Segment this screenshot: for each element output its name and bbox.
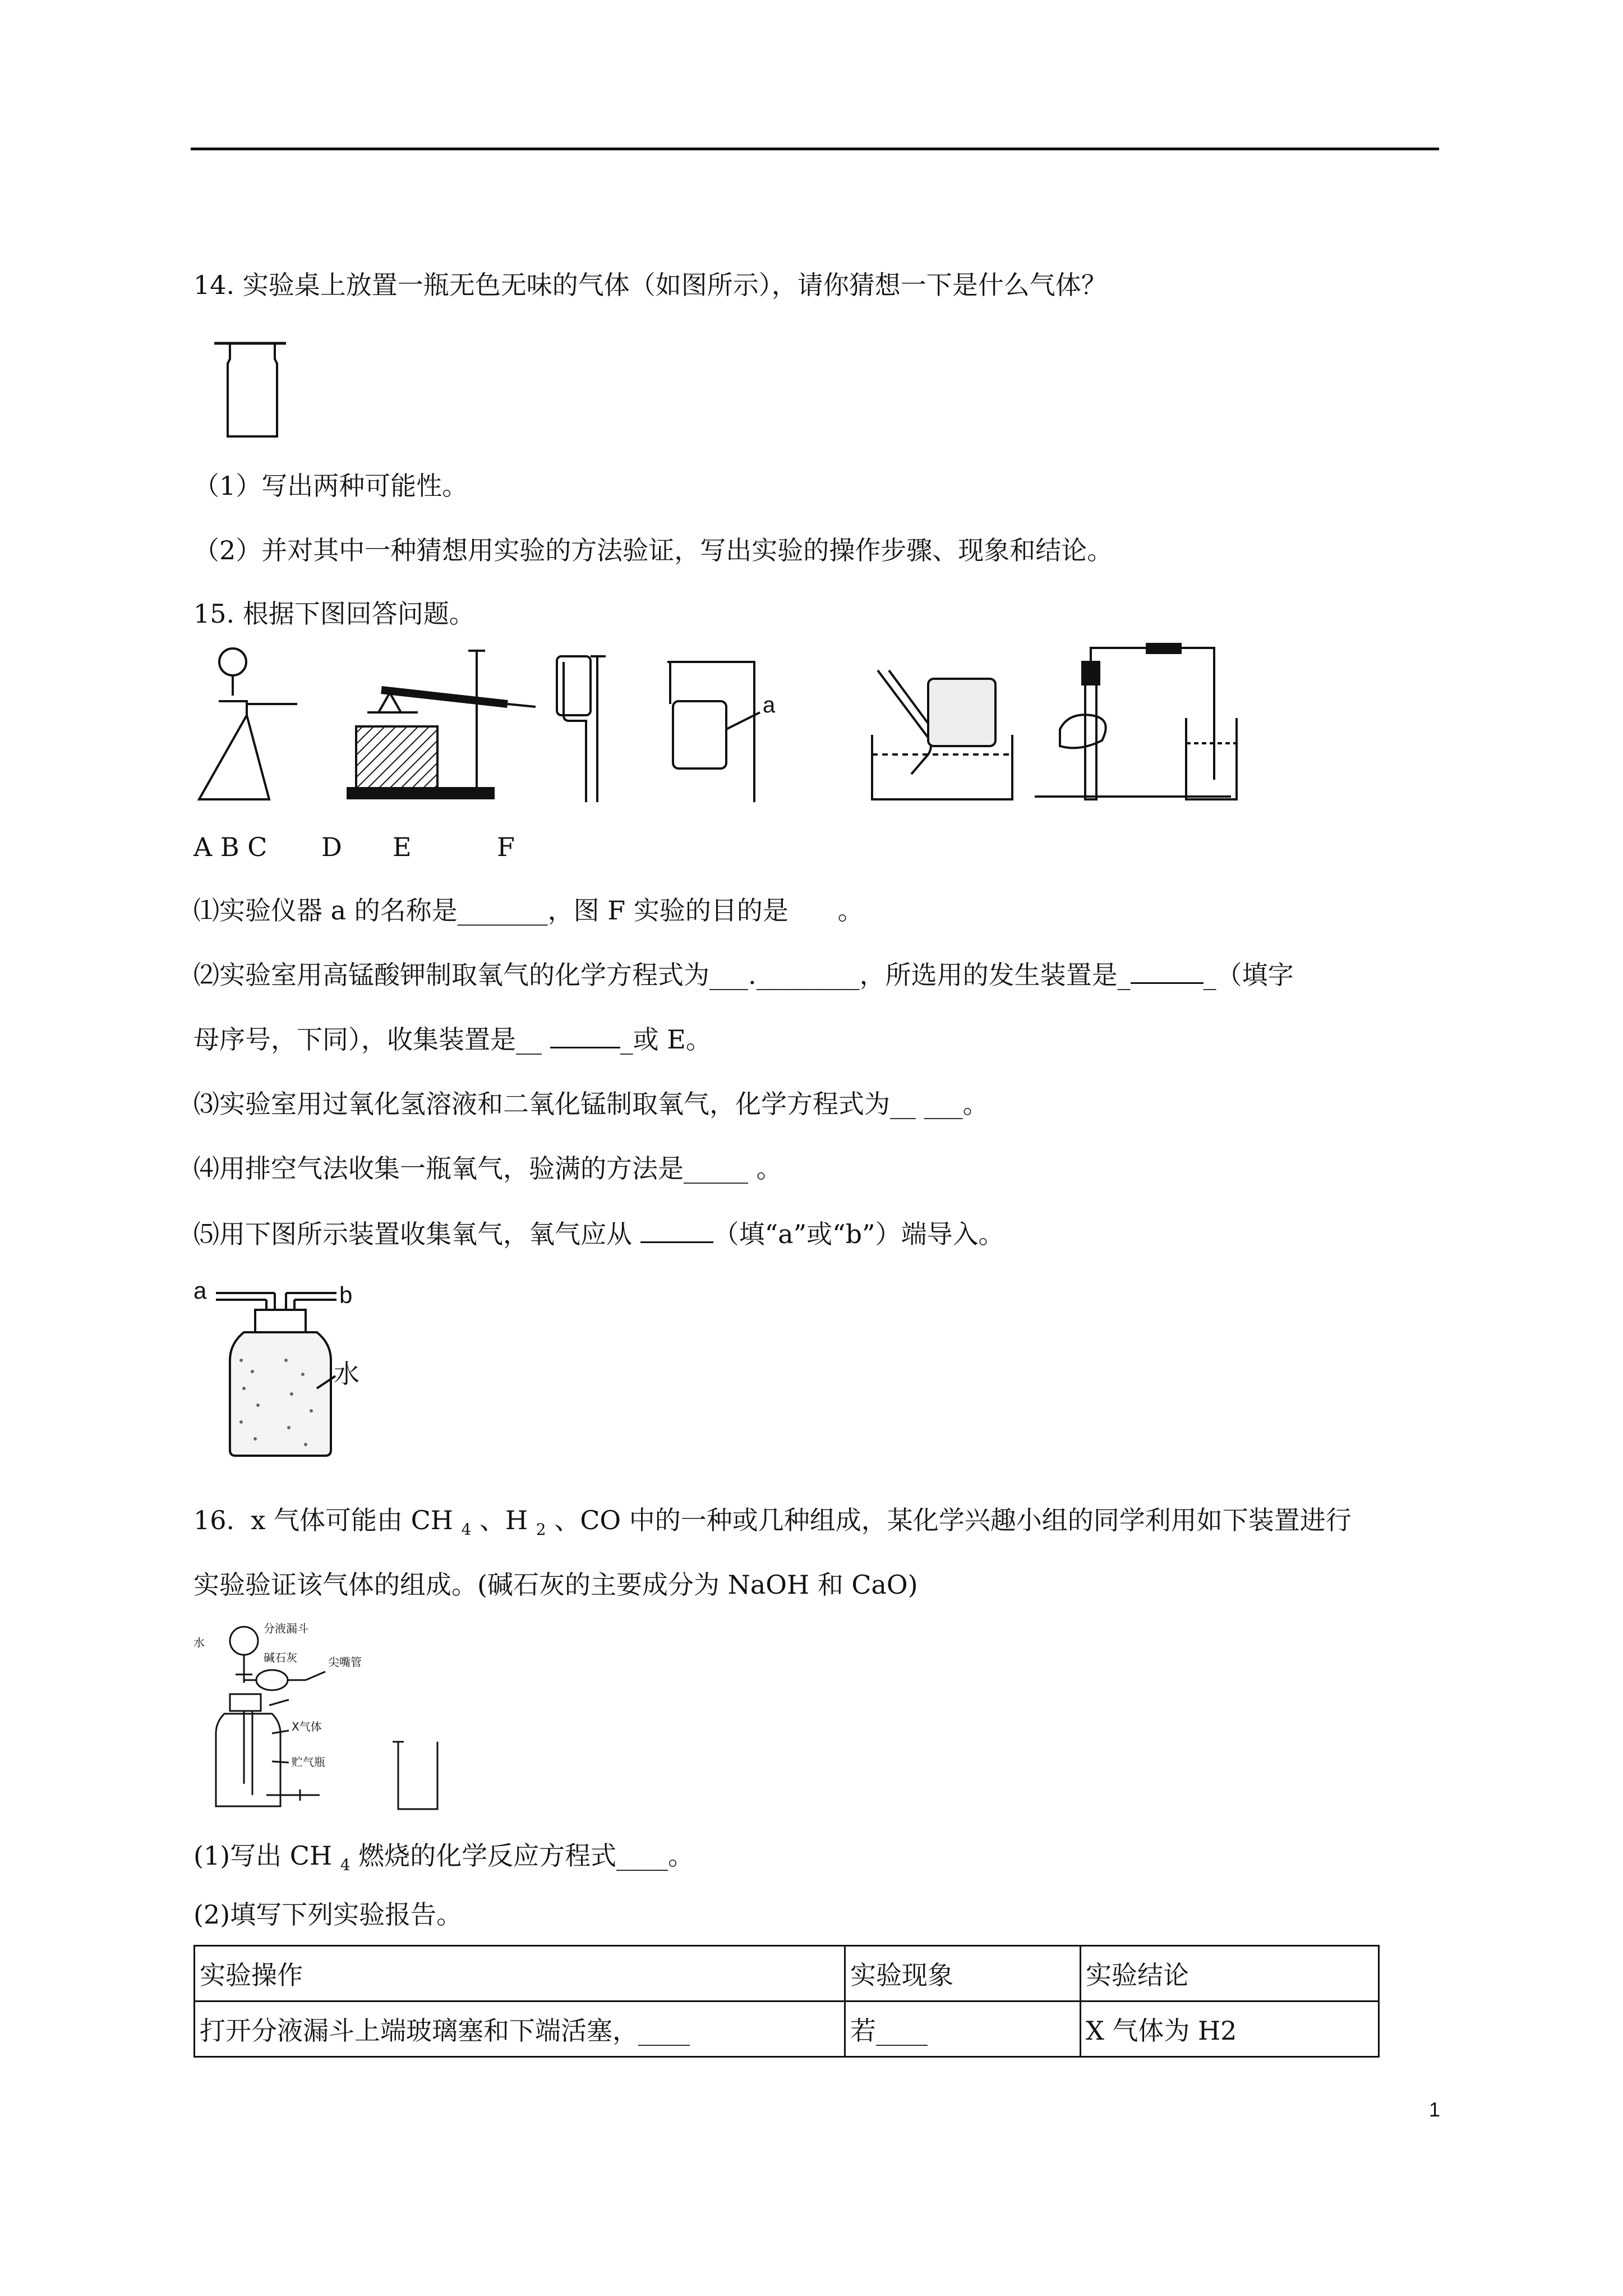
empty-gas-bottle-figure xyxy=(213,337,297,443)
q15-item3: ⑶实验室用过氧化氢溶液和二氧化锰制取氧气，化学方程式为__ ___。 xyxy=(193,1089,989,1119)
table-header-cell: 实验操作 xyxy=(195,1946,845,2001)
bottle-label-b: b xyxy=(339,1282,353,1308)
label-a: a xyxy=(763,693,776,717)
svg-text:贮气瓶: 贮气瓶 xyxy=(292,1755,325,1769)
q15-item5: ⑸用下图所示装置收集氧气，氧气应从 （填“a”或“b”）端导入。 xyxy=(193,1219,1004,1249)
q16-line2: 实验验证该气体的组成。(碱石灰的主要成分为 NaOH 和 CaO) xyxy=(193,1570,918,1600)
jar-c xyxy=(557,656,606,802)
q15-item2-line1: ⑵实验室用高锰酸钾制取氧气的化学方程式为___.________，所选用的发生装置是_ _（填字 xyxy=(193,960,1294,990)
table-cell: 打开分液漏斗上端玻璃塞和下端活塞，____ xyxy=(195,2001,845,2057)
q14-title: 14. 实验桌上放置一瓶无色无味的气体（如图所示），请你猜想一下是什么气体？ xyxy=(193,270,1107,300)
svg-text:水: 水 xyxy=(193,1636,205,1649)
q14-part1: （1）写出两种可能性。 xyxy=(193,471,468,501)
svg-text:分液漏斗: 分液漏斗 xyxy=(264,1622,308,1635)
q15-item2-line2: 母序号，下同），收集装置是__ _或 E。 xyxy=(193,1024,712,1055)
q15-title: 15. 根据下图回答问题。 xyxy=(193,599,475,629)
airtightness-check-f xyxy=(1035,644,1237,799)
label-d: D xyxy=(321,832,342,862)
water-trough-e xyxy=(872,670,1012,799)
q15-apparatus-figure xyxy=(193,639,1259,808)
q15-item4: ⑷用排空气法收集一瓶氧气，验满的方法是_____ 。 xyxy=(193,1153,782,1184)
answer-blank xyxy=(1131,960,1204,984)
q16-line1: 16. x 气体可能由 CH $_4$ 、H $_2$ 、CO 中的一种或几种组成，某化学兴趣小组的同学利用如下装置进行 xyxy=(193,1505,1352,1539)
label-e: E xyxy=(393,832,412,862)
svg-text:尖嘴管: 尖嘴管 xyxy=(328,1655,362,1669)
water-bottle-figure xyxy=(191,1276,370,1461)
jar-d xyxy=(667,662,760,802)
q15-item1: ⑴实验仪器 a 的名称是_______，图 F 实验的目的是 。 xyxy=(193,895,864,926)
bottle-label-a: a xyxy=(193,1277,207,1304)
table-header-row xyxy=(195,1946,1379,2001)
q16-part2: (2)填写下列实验报告。 xyxy=(193,1899,463,1930)
svg-text:X气体: X气体 xyxy=(292,1720,322,1733)
answer-blank xyxy=(640,1219,713,1243)
page-number: 1 xyxy=(1429,2098,1441,2121)
table-header-cell: 实验现象 xyxy=(845,1946,1081,2001)
q14-part2: （2）并对其中一种猜想用实验的方法验证，写出实验的操作步骤、现象和结论。 xyxy=(193,535,1113,565)
flask-apparatus-a xyxy=(199,648,297,799)
bottle-label-water: 水 xyxy=(334,1359,359,1389)
table-row xyxy=(195,2001,1379,2057)
label-f: F xyxy=(497,832,515,862)
svg-text:碱石灰: 碱石灰 xyxy=(264,1651,297,1664)
experiment-report-table xyxy=(193,1945,1380,2058)
header-rule xyxy=(191,148,1439,150)
gas-test-apparatus-figure xyxy=(191,1616,460,1818)
label-abc: A B C xyxy=(193,832,268,862)
answer-blank xyxy=(550,1024,620,1048)
table-header-cell: 实验结论 xyxy=(1081,1946,1379,2001)
q16-part1: (1)写出 CH $_4$ 燃烧的化学反应方程式____。 xyxy=(193,1841,694,1874)
table-cell: 若____ xyxy=(845,2001,1081,2057)
table-cell: X 气体为 H2 xyxy=(1081,2001,1379,2057)
heating-apparatus xyxy=(348,651,536,798)
